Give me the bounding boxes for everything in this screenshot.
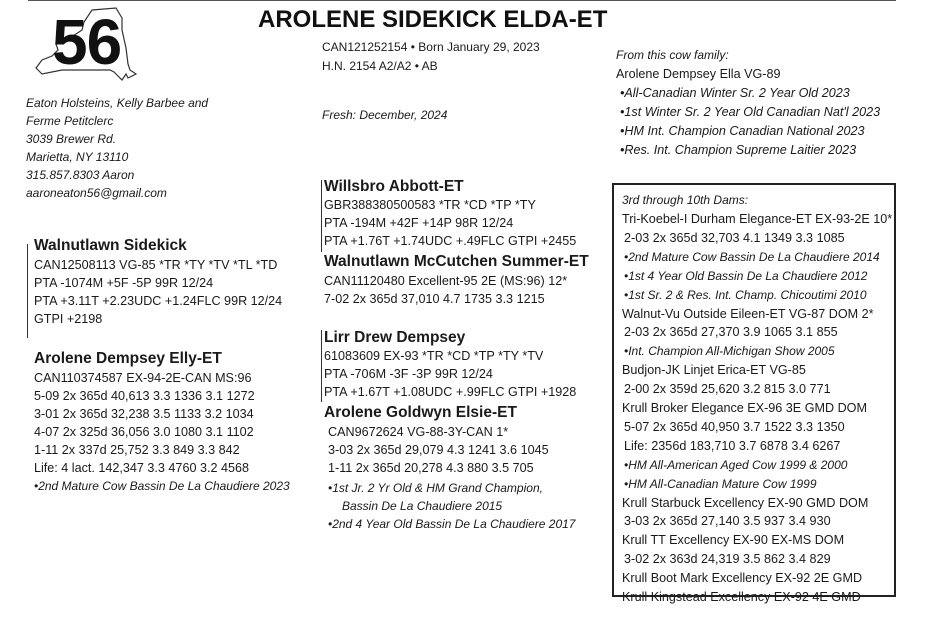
consignor-address: 3039 Brewer Rd. [26,132,117,146]
sire-dam-line: 7-02 2x 365d 37,010 4.7 1735 3.3 1215 [324,292,545,306]
sire-dam-block [324,252,614,312]
dam-dam-block [324,403,614,538]
consignor-name-1: Eaton Holsteins, Kelly Barbee and [26,96,209,110]
top-rule [28,0,896,1]
ancestor-name: Walnut-Vu Outside Eileen-ET VG-87 DOM 2* [622,306,874,321]
ancestor-name: Budjon-JK Linjet Erica-ET VG-85 [622,363,806,378]
ancestor-honor: •Int. Champion All-Michigan Show 2005 [624,344,835,359]
sire-sire-block [324,177,614,253]
herd-number-line: H.N. 2154 A2/A2 • AB [322,59,438,73]
ancestor-honor: •2nd Mature Cow Bassin De La Chaudiere 2014 [624,249,880,264]
ancestor-record: Life: 2356d 183,710 3.7 6878 3.4 6267 [624,438,841,453]
sire-line: PTA +3.11T +2.23UDC +1.24FLC 99R 12/24 [34,294,283,308]
consignor-email[interactable]: aaroneaton56@gmail.com [26,186,167,200]
sire-dam-line: CAN11120480 Excellent-95 2E (MS:96) 12* [324,274,568,288]
dam-dam-honor: •1st Jr. 2 Yr Old & HM Grand Champion, [328,481,543,495]
dam-sire-block [324,328,614,404]
dam-sire-line: PTA +1.67T +1.08UDC +.99FLC GTPI +1928 [324,385,577,399]
cow-family-honor: •Res. Int. Champion Supreme Laitier 2023 [620,143,857,157]
ancestor-honor: •HM All-American Aged Cow 1999 & 2000 [624,457,848,472]
consignor-city: Marietta, NY 13110 [26,150,129,164]
dam-sire-line: PTA -706M -3F -3P 99R 12/24 [324,367,493,381]
dam-dam-line: CAN9672624 VG-88-3Y-CAN 1* [328,425,509,439]
lot-number: 56 [52,6,122,78]
dam-sire-name: Lirr Drew Dempsey [324,329,466,346]
sire-sire-name: Willsbro Abbott-ET [324,178,464,195]
ancestor-name: Krull TT Excellency EX-90 EX-MS DOM [622,533,845,548]
ancestor-honor: •HM All-Canadian Mature Cow 1999 [624,476,817,491]
consignor-block [26,94,286,206]
consignor-phone: 315.857.8303 Aaron [26,168,135,182]
dam-dam-line: 3-03 2x 365d 29,079 4.3 1241 3.6 1045 [328,443,549,457]
ancestor-record: 5-07 2x 365d 40,950 3.7 1522 3.3 1350 [624,419,845,434]
extended-dams-box [612,183,896,604]
dam-dam-line: 1-11 2x 365d 20,278 4.3 880 3.5 705 [328,461,534,475]
dam-name: Arolene Dempsey Elly-ET [34,350,222,367]
ancestor-record: 3-02 2x 363d 24,319 3.5 862 3.4 829 [624,552,831,567]
ancestor-honor: •1st Sr. 2 & Res. Int. Champ. Chicoutimi 2010 [624,287,867,302]
cow-family-block [616,46,916,166]
registration-line: CAN121252154 • Born January 29, 2023 [322,40,540,54]
registration-block [322,38,612,128]
dam-dam-honor: •2nd 4 Year Old Bassin De La Chaudiere 2017 [328,517,576,531]
pedigree-bracket [321,180,322,252]
dam-dam-name: Arolene Goldwyn Elsie-ET [324,404,517,421]
cow-family-cow: Arolene Dempsey Ella VG-89 [616,67,781,81]
sire-line: CAN12508113 VG-85 *TR *TY *TV *TL *TD [34,258,278,272]
ancestor-name: Krull Broker Elegance EX-96 3E GMD DOM [622,401,867,415]
ancestor-name: Krull Starbuck Excellency EX-90 GMD DOM [622,495,869,510]
dam-honor: •2nd Mature Cow Bassin De La Chaudiere 2023 [34,479,290,493]
pedigree-bracket [27,244,28,338]
cow-family-heading: From this cow family: [616,48,729,62]
sire-name: Walnutlawn Sidekick [34,237,187,254]
dam-line: Life: 4 lact. 142,347 3.3 4760 3.2 4568 [34,461,249,475]
ancestor-record: 2-03 2x 365d 27,370 3.9 1065 3.1 855 [624,325,838,340]
sire-sire-line: GBR388380500583 *TR *CD *TP *TY [324,198,536,212]
ancestor-name: Tri-Koebel-I Durham Elegance-ET EX-93-2E 10* [622,212,893,226]
sire-sire-line: PTA -194M +42F +14P 98R 12/24 [324,216,514,230]
dam-line: 1-11 2x 337d 25,752 3.3 849 3.3 842 [34,443,240,457]
dam-line: 4-07 2x 325d 36,056 3.0 1080 3.1 1102 [34,425,254,439]
dam-block [34,349,324,499]
ancestor-record: 2-03 2x 365d 32,703 4.1 1349 3.3 1085 [624,230,845,245]
dam-line: 5-09 2x 365d 40,613 3.3 1336 3.1 1272 [34,389,255,403]
sire-sire-line: PTA +1.76T +1.74UDC +.49FLC GTPI +2455 [324,234,577,248]
sire-line: PTA -1074M +5F -5P 99R 12/24 [34,276,214,290]
ancestor-record: 2-00 2x 359d 25,620 3.2 815 3.0 771 [624,382,831,397]
extended-dams-heading: 3rd through 10th Dams: [622,193,749,207]
sire-line: GTPI +2198 [34,312,103,326]
sire-block [34,236,314,336]
sire-dam-name: Walnutlawn McCutchen Summer-ET [324,253,589,270]
animal-name-title: AROLENE SIDEKICK ELDA-ET [258,6,608,33]
consignor-name-2: Ferme Petitclerc [26,114,114,128]
cow-family-honor: •All-Canadian Winter Sr. 2 Year Old 2023 [620,86,850,100]
cow-family-honor: •1st Winter Sr. 2 Year Old Canadian Nat'l 2023 [620,105,881,119]
dam-sire-line: 61083609 EX-93 *TR *CD *TP *TY *TV [324,349,544,363]
dam-line: CAN110374587 EX-94-2E-CAN MS:96 [34,371,252,385]
ancestor-name: Krull Boot Mark Excellency EX-92 2E GMD [622,571,863,586]
cow-family-honor: •HM Int. Champion Canadian National 2023 [620,124,865,138]
ancestor-honor: •1st 4 Year Old Bassin De La Chaudiere 2012 [624,268,868,283]
fresh-date: Fresh: December, 2024 [322,108,448,122]
dam-line: 3-01 2x 365d 32,238 3.5 1133 3.2 1034 [34,407,254,421]
ancestor-record: 3-03 2x 365d 27,140 3.5 937 3.4 930 [624,514,831,529]
dam-dam-honor: Bassin De La Chaudiere 2015 [342,499,503,513]
ancestor-name: Krull Kingstead Excellency EX-92 4E GMD [622,590,861,604]
